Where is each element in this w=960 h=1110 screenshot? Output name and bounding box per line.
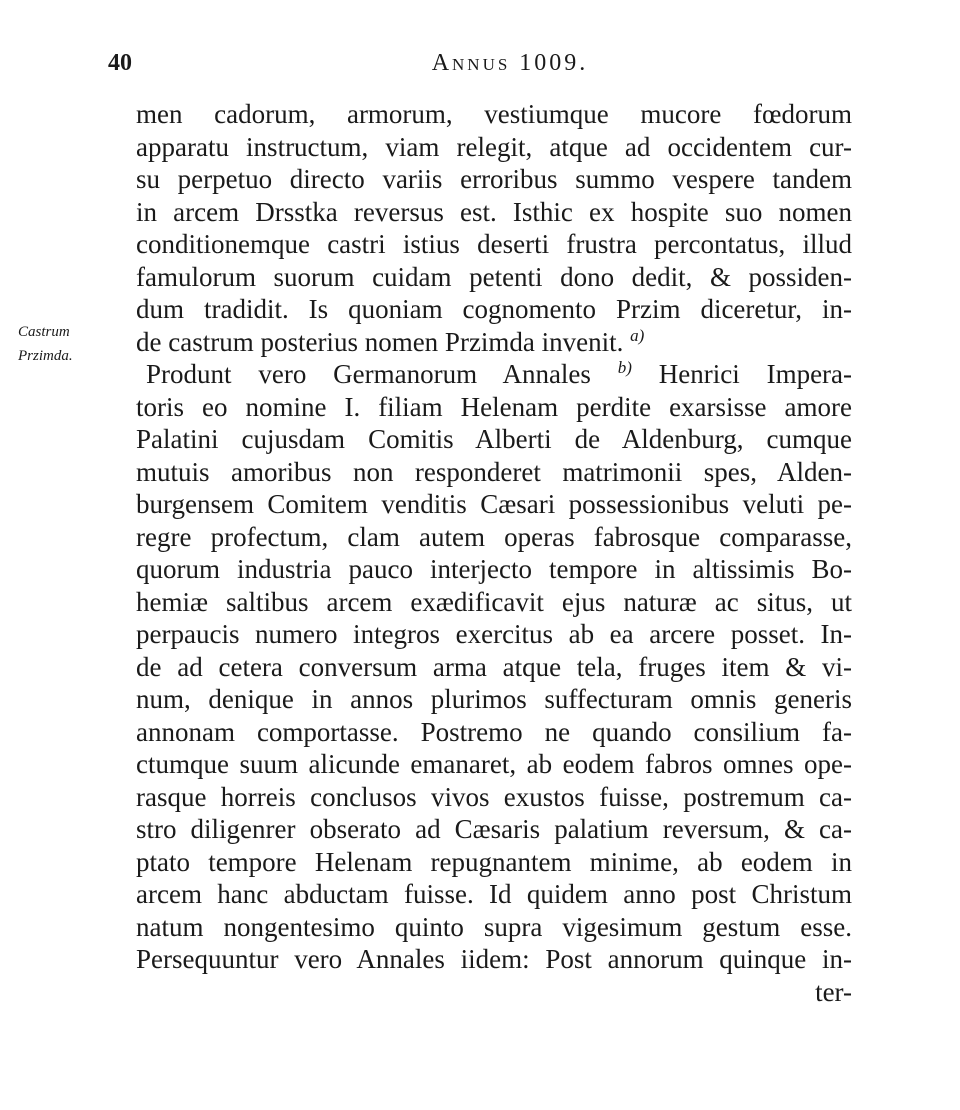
text-line xyxy=(136,326,852,359)
text-line xyxy=(136,358,852,391)
margin-note-line: Castrum xyxy=(18,324,70,340)
text-line: toris eo nomine I. filiam Helenam perdite exarsisse amore xyxy=(136,391,852,422)
text-line: burgensem Comitem venditis Cæsari possessionibus veluti pe- xyxy=(136,489,852,519)
text-line: in arcem Drsstka reversus est. Isthic ex hospite suo nomen xyxy=(136,196,852,227)
footnote-ref-a: a) xyxy=(630,325,645,345)
text-line: men cadorum, armorum, vestiumque mucore fœdorum xyxy=(136,99,852,129)
text-line: num, denique in annos plurimos suffecturam omnis generis xyxy=(136,684,852,714)
text-line: perpaucis numero integros exercitus ab ea arcere posset. In- xyxy=(136,619,852,649)
line-text: Henrici Impera- xyxy=(658,359,853,389)
text-line: natum nongentesimo quinto supra vigesimum gestum esse. xyxy=(136,911,852,942)
text-line: quorum industria pauco interjecto tempore in altissimis Bo- xyxy=(136,554,852,584)
text-line: arcem hanc abductam fuisse. Id quidem anno post Christum xyxy=(136,879,852,909)
text-line: Persequuntur vero Annales iidem: Post annorum quinque in- xyxy=(136,944,852,974)
text-line: rasque horreis conclusos vivos exustos fuisse, postremum ca- xyxy=(136,781,852,812)
margin-note xyxy=(18,320,118,368)
text-line: de ad cetera conversum arma atque tela, fruges item & vi- xyxy=(136,651,852,682)
line-text: de castrum posterius nomen Przimda invenit. xyxy=(136,326,624,357)
text-line: conditionemque castri istius deserti frustra percontatus, illud xyxy=(136,229,852,259)
running-head: Annus 1009. xyxy=(431,50,589,76)
text-line: Palatini cujusdam Comitis Alberti de Aldenburg, cumque xyxy=(136,424,852,454)
catchword: ter- xyxy=(815,976,852,1007)
text-line: ctumque suum alicunde emanaret, ab eodem fabros omnes ope- xyxy=(136,749,852,779)
text-line: ptato tempore Helenam repugnantem minime, ab eodem in xyxy=(136,846,852,877)
text-line: famulorum suorum cuidam petenti dono dedit, & possiden- xyxy=(136,261,852,292)
line-text: Produnt vero Germanorum Annales xyxy=(146,359,591,389)
text-line: apparatu instructum, viam relegit, atque ad occidentem cur- xyxy=(136,131,852,162)
text-line: dum tradidit. Is quoniam cognomento Przim diceretur, in- xyxy=(136,294,852,324)
text-line: mutuis amoribus non responderet matrimonii spes, Alden- xyxy=(136,456,852,487)
body-text xyxy=(136,98,852,1008)
text-line: su perpetuo directo variis erroribus summo vespere tandem xyxy=(136,164,852,194)
footnote-ref-b: b) xyxy=(617,358,632,377)
page-number: 40 xyxy=(108,50,132,76)
text-line: annonam comportasse. Postremo ne quando consilium fa- xyxy=(136,716,852,747)
text-line: regre profectum, clam autem operas fabrosque comparasse, xyxy=(136,521,852,552)
margin-note-line: Przimda. xyxy=(18,348,73,364)
text-line: stro diligenrer obserato ad Cæsaris palatium reversum, & ca- xyxy=(136,814,852,844)
text-line: hemiæ saltibus arcem exædificavit ejus naturæ ac situs, ut xyxy=(136,586,852,617)
